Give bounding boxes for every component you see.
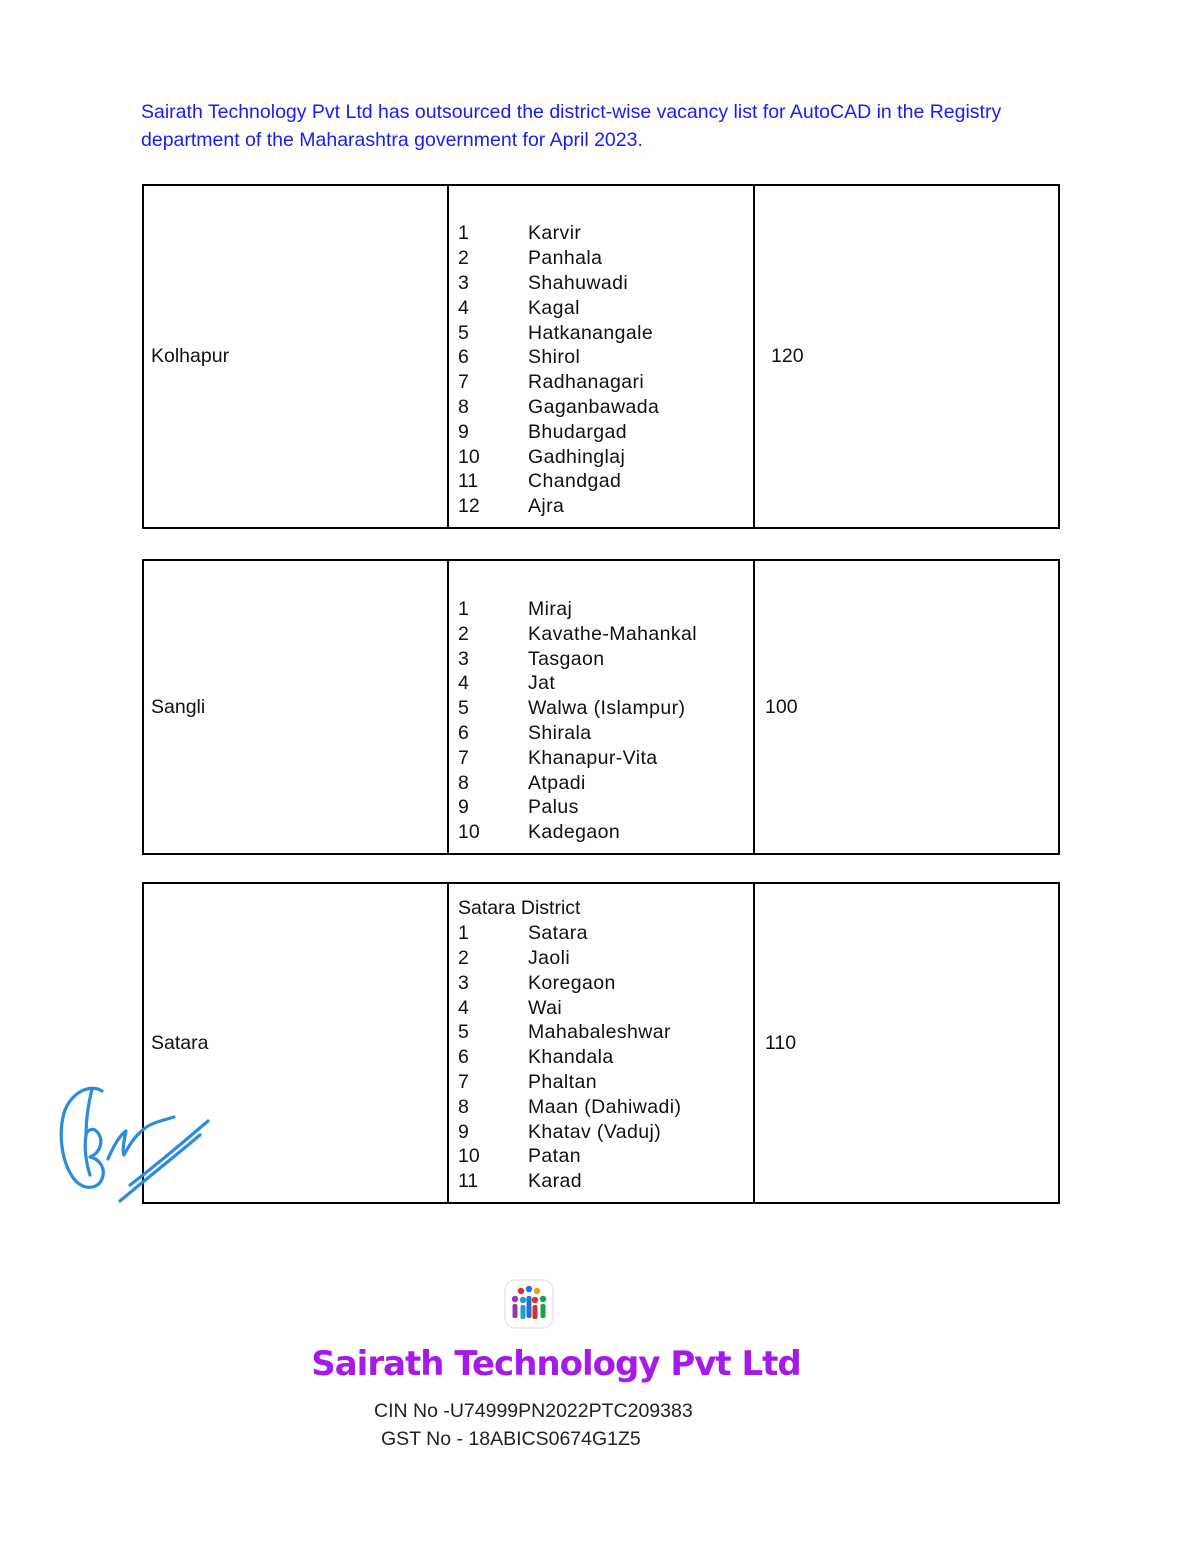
taluka-cell: [449, 884, 755, 1202]
taluka-subheading: Satara District: [458, 897, 581, 920]
people-group-icon: [504, 1279, 554, 1329]
taluka-item: 8 Atpadi: [458, 771, 586, 794]
gst-number: GST No - 18ABICS0674G1Z5: [381, 1428, 641, 1450]
taluka-block: [458, 221, 659, 527]
district-name: Kolhapur: [151, 345, 230, 367]
intro-paragraph: Sairath Technology Pvt Ltd has outsourced the district-wise vacancy list for AutoCAD in the Registry department of the Maharashtra government for April 2023.: [141, 101, 1002, 151]
taluka-item: 5 Hatkanangale: [458, 321, 654, 344]
taluka-item: 4 Jat: [458, 672, 556, 695]
taluka-item: 11 Chandgad: [458, 470, 622, 493]
vacancy-count: 100: [765, 695, 798, 718]
vacancy-count: 120: [771, 345, 804, 367]
taluka-item: 3 Koregaon: [458, 971, 616, 994]
vacancy-cell: [755, 186, 1058, 527]
taluka-cell: [449, 561, 755, 853]
taluka-item: 9 Bhudargad: [458, 420, 628, 443]
taluka-item: 3 Tasgaon: [458, 647, 605, 670]
taluka-item: 3 Shahuwadi: [458, 272, 629, 295]
taluka-item: 1 Satara: [458, 922, 588, 945]
taluka-list: [458, 597, 697, 853]
vacancy-cell: [755, 884, 1058, 1202]
taluka-list: [458, 221, 659, 527]
taluka-item: 8 Maan (Dahiwadi): [458, 1095, 682, 1118]
taluka-item: 1 Karvir: [458, 222, 582, 245]
cin-number: CIN No -U74999PN2022PTC209383: [374, 1400, 693, 1422]
district-table-satara: [142, 882, 1060, 1204]
taluka-item: 10 Gadhinglaj: [458, 445, 626, 468]
taluka-item: 4 Wai: [458, 996, 563, 1019]
taluka-cell: [449, 186, 755, 527]
taluka-block: [458, 896, 681, 1202]
taluka-item: 6 Shirol: [458, 346, 581, 369]
taluka-item: 10 Patan: [458, 1145, 581, 1168]
company-name: Sairath Technology Pvt Ltd: [311, 1344, 801, 1384]
taluka-item: 7 Phaltan: [458, 1071, 597, 1094]
taluka-item: 2 Jaoli: [458, 947, 571, 970]
taluka-item: 9 Palus: [458, 796, 579, 819]
taluka-item: 8 Gaganbawada: [458, 396, 660, 419]
taluka-item: 2 Panhala: [458, 247, 603, 270]
taluka-item: 7 Radhanagari: [458, 371, 645, 394]
taluka-item: 5 Walwa (Islampur): [458, 697, 686, 720]
taluka-list: [458, 921, 681, 1202]
taluka-item: 10 Kadegaon: [458, 821, 621, 844]
taluka-item: 7 Khanapur-Vita: [458, 746, 658, 769]
vacancy-count: 110: [765, 1031, 797, 1054]
taluka-item: 6 Shirala: [458, 722, 592, 745]
taluka-item: 11 Karad: [458, 1170, 583, 1193]
taluka-item: 5 Mahabaleshwar: [458, 1021, 671, 1044]
taluka-item: 4 Kagal: [458, 296, 580, 319]
district-table-kolhapur: [142, 184, 1060, 529]
district-table-sangli: [142, 559, 1060, 855]
vacancy-cell: [755, 561, 1058, 853]
district-name: Sangli: [151, 695, 206, 718]
taluka-item: 6 Khandala: [458, 1046, 614, 1069]
taluka-item: 12 Ajra: [458, 495, 565, 518]
signature-image: [50, 1075, 220, 1205]
taluka-item: 2 Kavathe-Mahankal: [458, 622, 697, 645]
company-logo: [504, 1279, 554, 1329]
district-cell: [144, 186, 449, 527]
district-cell: [144, 561, 449, 853]
taluka-block: [458, 597, 697, 853]
district-name: Satara: [151, 1031, 209, 1054]
taluka-item: 9 Khatav (Vaduj): [458, 1120, 662, 1143]
taluka-item: 1 Miraj: [458, 598, 573, 621]
